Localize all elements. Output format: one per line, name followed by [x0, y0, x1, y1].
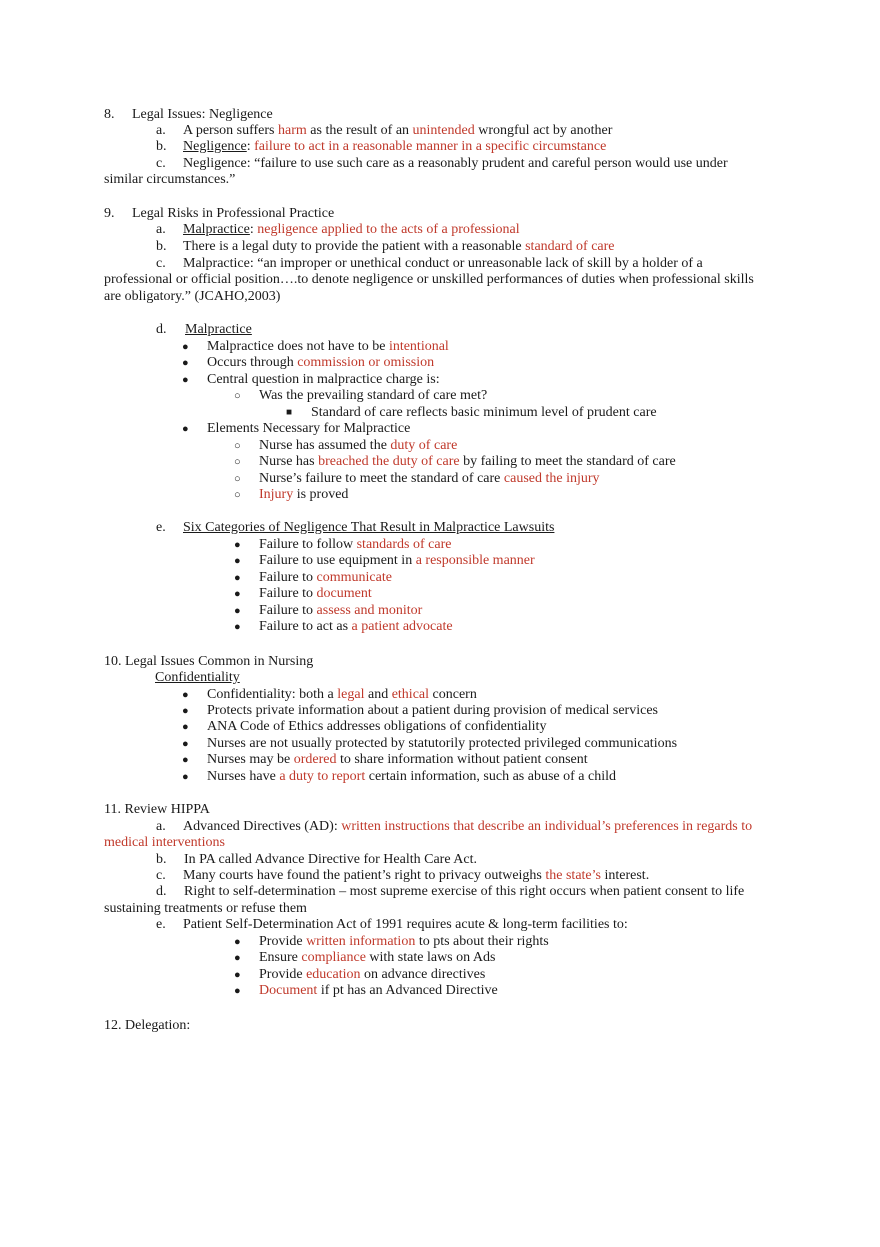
bullet-circle-icon: ○: [234, 473, 241, 485]
list-item: Failure to follow standards of care: [259, 537, 452, 552]
list-item: Document if pt has an Advanced Directive: [259, 983, 498, 998]
list-item: Confidentiality: both a legal and ethical concern: [207, 687, 477, 702]
list-item: Injury is proved: [259, 487, 349, 502]
item-11a-line2: medical interventions: [104, 835, 225, 850]
list-item: Failure to document: [259, 586, 372, 601]
list-item: Failure to use equipment in a responsible manner: [259, 553, 535, 568]
item-11e-marker: e.: [156, 917, 166, 932]
item-8a: A person suffers harm as the result of an unintended wrongful act by another: [183, 123, 613, 138]
item-9c-line3: are obligatory.” (JCAHO,2003): [104, 289, 281, 304]
item-8c-line1: Negligence: “failure to use such care as a reasonably prudent and careful person would use under: [183, 156, 728, 171]
item-9c-line1: Malpractice: “an improper or unethical conduct or unreasonable lack of skill by a holder of a: [183, 256, 703, 271]
list-item: Nurses are not usually protected by statutorily protected privileged communications: [207, 736, 678, 751]
item-8b-marker: b.: [156, 139, 167, 154]
bullet-circle-icon: ○: [234, 390, 241, 402]
list-item: Nurses have a duty to report certain information, such as abuse of a child: [207, 769, 616, 784]
list-item: Failure to communicate: [259, 570, 392, 585]
bullet-disc-icon: ●: [182, 721, 189, 733]
list-item: Provide education on advance directives: [259, 967, 486, 982]
list-item: Failure to act as a patient advocate: [259, 619, 453, 634]
bullet-disc-icon: ●: [234, 588, 241, 600]
item-11d-line2: sustaining treatments or refuse them: [104, 901, 307, 916]
list-item: Central question in malpractice charge is:: [207, 372, 440, 387]
list-item: Nurse’s failure to meet the standard of care caused the injury: [259, 471, 600, 486]
item-9b: There is a legal duty to provide the patient with a reasonable standard of care: [183, 239, 615, 254]
bullet-circle-icon: ○: [234, 456, 241, 468]
item-9c-marker: c.: [156, 256, 166, 271]
item-9a: Malpractice: negligence applied to the acts of a professional: [183, 222, 520, 237]
list-item: Failure to assess and monitor: [259, 603, 423, 618]
item-11a-line1: Advanced Directives (AD): written instructions that describe an individual’s preferences in regards to: [183, 819, 753, 834]
list-item: Malpractice does not have to be intentional: [207, 339, 449, 354]
bullet-disc-icon: ●: [182, 705, 189, 717]
bullet-disc-icon: ●: [234, 539, 241, 551]
bullet-disc-icon: ●: [234, 572, 241, 584]
item-11b-marker: b.: [156, 852, 167, 867]
item-9e-marker: e.: [156, 520, 166, 535]
bullet-disc-icon: ●: [182, 689, 189, 701]
list-item: Protects private information about a patient during provision of medical services: [207, 703, 658, 718]
bullet-circle-icon: ○: [234, 440, 241, 452]
list-item: Standard of care reflects basic minimum level of prudent care: [311, 405, 657, 420]
bullet-disc-icon: ●: [182, 357, 189, 369]
item-9d-marker: d.: [156, 322, 167, 337]
section-8-heading: 8. Legal Issues: Negligence: [104, 107, 273, 122]
section-11-heading: 11. Review HIPPA: [104, 802, 210, 817]
bullet-disc-icon: ●: [234, 621, 241, 633]
item-9a-marker: a.: [156, 222, 166, 237]
item-11a-marker: a.: [156, 819, 166, 834]
item-9c-line2: professional or official position….to denote negligence or unskilled performances of duties when professional skills: [104, 272, 754, 287]
bullet-disc-icon: ●: [234, 969, 241, 981]
bullet-disc-icon: ●: [234, 936, 241, 948]
section-9-heading: 9. Legal Risks in Professional Practice: [104, 206, 335, 221]
bullet-disc-icon: ●: [234, 985, 241, 997]
list-item: Provide written information to pts about their rights: [259, 934, 549, 949]
item-11e: Patient Self-Determination Act of 1991 requires acute & long-term facilities to:: [183, 917, 628, 932]
list-item: Nurses may be ordered to share information without patient consent: [207, 752, 588, 767]
bullet-disc-icon: ●: [182, 374, 189, 386]
list-item: Occurs through commission or omission: [207, 355, 435, 370]
item-11d-line1: Right to self-determination – most supreme exercise of this right occurs when patient consent to life: [184, 884, 745, 899]
list-item: Elements Necessary for Malpractice: [207, 421, 411, 436]
section-10-heading: 10. Legal Issues Common in Nursing: [104, 654, 314, 669]
item-8b: Negligence: failure to act in a reasonable manner in a specific circumstance: [183, 139, 607, 154]
bullet-disc-icon: ●: [182, 771, 189, 783]
item-11c: Many courts have found the patient’s right to privacy outweighs the state’s interest.: [183, 868, 650, 883]
item-8c-line2: similar circumstances.”: [104, 172, 236, 187]
list-item: Nurse has assumed the duty of care: [259, 438, 458, 453]
list-item: Ensure compliance with state laws on Ads: [259, 950, 496, 965]
item-8a-marker: a.: [156, 123, 166, 138]
bullet-disc-icon: ●: [182, 754, 189, 766]
bullet-disc-icon: ●: [234, 555, 241, 567]
item-11b: In PA called Advance Directive for Health Care Act.: [184, 852, 477, 867]
list-item: ANA Code of Ethics addresses obligations of confidentiality: [207, 719, 547, 734]
list-item: Was the prevailing standard of care met?: [259, 388, 488, 403]
item-11d-marker: d.: [156, 884, 167, 899]
section-10-subheading: Confidentiality: [155, 670, 240, 685]
bullet-square-icon: ■: [286, 407, 293, 418]
list-item: Nurse has breached the duty of care by failing to meet the standard of care: [259, 454, 676, 469]
item-8c-marker: c.: [156, 156, 166, 171]
bullet-disc-icon: ●: [182, 341, 189, 353]
bullet-disc-icon: ●: [234, 952, 241, 964]
bullet-disc-icon: ●: [182, 738, 189, 750]
item-9d-title: Malpractice: [185, 322, 252, 337]
section-12-heading: 12. Delegation:: [104, 1018, 191, 1033]
item-9b-marker: b.: [156, 239, 167, 254]
bullet-circle-icon: ○: [234, 489, 241, 501]
bullet-disc-icon: ●: [182, 423, 189, 435]
item-11c-marker: c.: [156, 868, 166, 883]
item-9e-title: Six Categories of Negligence That Result in Malpractice Lawsuits: [183, 520, 555, 535]
bullet-disc-icon: ●: [234, 605, 241, 617]
